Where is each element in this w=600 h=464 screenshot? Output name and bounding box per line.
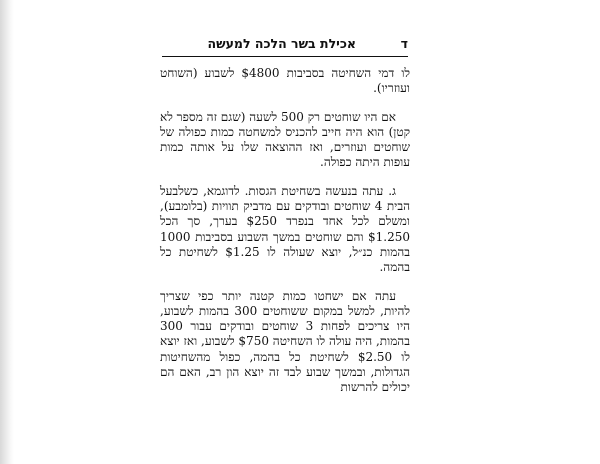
paragraph: ג. עתה בנעשה בשחיטת הגסות. לדוגמא, כשלבעל הבית 4 שוחטים ובודקים עם מדביק תוויות (בלומבע), ומשלם לכל אחד בנפרד $250 בערך, סך הכל $1.250 והם שוחטים במשך השבוע בסביבות 1000 בהמות כנ״ל, יוצא שעולה לו $1.25 לשחיטת כל בהמה. — [160, 183, 411, 275]
paragraph: לו דמי השחיטה בסביבות $4800 לשבוע (השוחט ועוזריו). — [160, 66, 411, 96]
running-header — [162, 34, 408, 54]
header-rule — [162, 56, 408, 57]
body-text — [160, 66, 410, 409]
page-number: ד — [400, 36, 408, 51]
paragraph: אם היו שוחטים רק 500 לשעה (שגם זה מספר לא קטן) הוא היה חייב להכניס למשחטה כמות כפולה של שוחטים ועוזרים, ואז ההוצאה שלו על אותה כמות עופות היתה כפולה. — [160, 109, 410, 170]
running-header-title: אכילת בשר הלכה למעשה — [207, 36, 356, 51]
scan-edge-shadow — [0, 0, 14, 464]
paragraph: עתה אם ישחטו כמות קטנה יותר כפי שצריך להיות, למשל במקום ששוחטים 300 בהמות לשבוע, היו צריכים לפחות 3 שוחטים ובודקים עבור 300 בהמות, היה עולה לו השחיטה $750 לשבוע, ואז יוצא לו $2.50 לשחיטת כל בהמה, כפול מהשחיטות הגדולות, ובמשך שבוע לבד זה יוצא הון רב, האם הם יכולים להרשות — [160, 288, 411, 395]
